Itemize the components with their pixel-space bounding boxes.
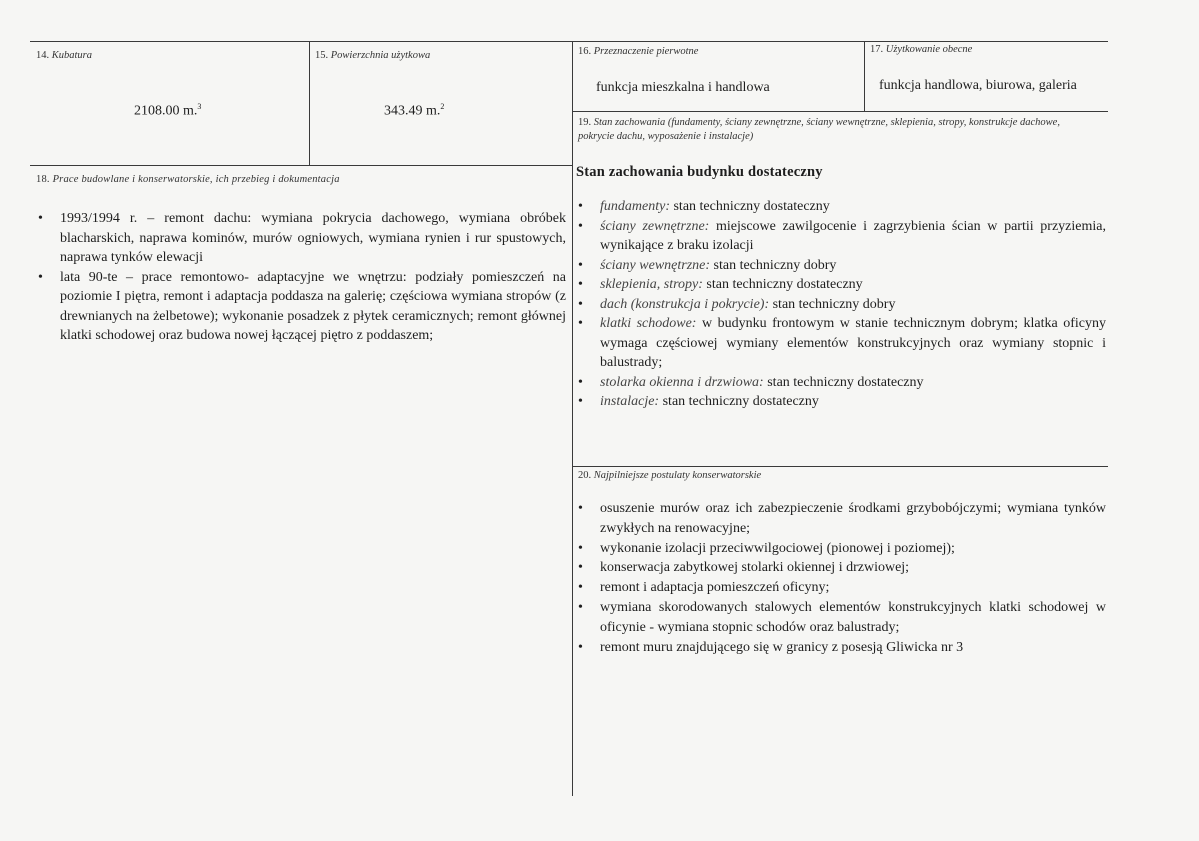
list-item: • ściany wewnętrzne: stan techniczny dobry <box>578 257 837 273</box>
box18-label: 18. Prace budowlane i konserwatorskie, ich przebieg i dokumentacja <box>36 174 340 185</box>
list-item: • dach (konstrukcja i pokrycie): stan techniczny dobry <box>578 296 896 312</box>
list-item: • lata 90-te – prace remontowo- adaptacyjne we wnętrzu: podziały pomieszczeń na poziomie I piętra, remont i adaptacja poddasza na galerię; częściowa wymiana stropów (z drewnianych na żelbetowe); wykonanie posadzek z płytek ceramicznych; remont głównej klatki schodowej oraz budowa nowej łączącej piętro z poddaszem; <box>38 269 566 343</box>
list-item: • remont i adaptacja pomieszczeń oficyny; <box>578 580 830 596</box>
divider-16-17 <box>864 41 865 111</box>
list-item: • osuszenie murów oraz ich zabezpieczenie środkami grzybobójczymi; wymiana tynków zwykłych na renowacyjne; <box>578 501 1106 536</box>
box17-value: funkcja handlowa, biurowa, galeria <box>879 78 1077 93</box>
box19-bottom <box>572 466 1108 467</box>
main-divider <box>572 41 573 796</box>
box20-label: 20. Najpilniejsze postulaty konserwatorskie <box>578 470 762 481</box>
box19-list <box>576 197 1106 412</box>
list-item: • konserwacja zabytkowej stolarki okiennej i drzwiowej; <box>578 560 910 576</box>
list-item: • sklepienia, stropy: stan techniczny dostateczny <box>578 277 863 292</box>
list-item: • stolarka okienna i drzwiowa: stan techniczny dostateczny <box>578 374 924 390</box>
box15-value: 343.49 m.$^2$ <box>384 102 445 119</box>
top-border <box>30 41 1108 42</box>
box17-label: 17. Użytkowanie obecne <box>870 44 973 55</box>
list-item: • klatki schodowe: w budynku frontowym w stanie technicznym dobrym; klatka oficyny wymaga częściowej wymiany elementów konstrukcyjnych oraz wymiany stopnic i balustrady; <box>578 316 1106 370</box>
row1-bottom-left <box>30 165 572 166</box>
box18-list <box>36 209 566 346</box>
box16-17-bottom <box>572 111 1108 112</box>
box14-label: 14. Kubatura <box>36 50 93 61</box>
box19-label: 19. Stan zachowania (fundamenty, ściany zewnętrzne, ściany wewnętrzne, sklepienia, stropy, konstrukcje dachowe, pokrycie dachu, wyposażenie i instalacje) <box>578 117 1060 142</box>
box15-label: 15. Powierzchnia użytkowa <box>315 50 431 61</box>
list-item: • fundamenty: stan techniczny dostateczny <box>578 199 830 214</box>
list-item: • remont muru znajdującego się w granicy z posesją Gliwicka nr 3 <box>578 639 964 655</box>
list-item: • 1993/1994 r. – remont dachu: wymiana pokrycia dachowego, wymiana obróbek blacharskich, naprawa kominów, murów ogniowych, wymiana rynien i rur spustowych, naprawa tynków elewacji <box>38 211 566 265</box>
box19-heading: Stan zachowania budynku dostateczny <box>576 164 823 180</box>
box14-value: 2108.00 m.$^3$ <box>134 102 202 119</box>
list-item: • wykonanie izolacji przeciwwilgociowej (pionowej i poziomej); <box>578 540 955 556</box>
list-item: • wymiana skorodowanych stalowych elementów konstrukcyjnych klatki schodowej w oficynie - wymiana stopnic schodów oraz balustrady; <box>578 599 1106 635</box>
divider-14-15 <box>309 41 310 165</box>
list-item: • instalacje: stan techniczny dostateczny <box>578 394 819 409</box>
box16-label: 16. Przeznaczenie pierwotne <box>578 46 699 57</box>
list-item: • ściany zewnętrzne: miejscowe zawilgocenie i zagrzybienia ścian w partii przyziemia, wynikające z braku izolacji <box>578 218 1106 253</box>
box16-value: funkcja mieszkalna i handlowa <box>596 80 770 95</box>
box20-list <box>576 499 1106 657</box>
